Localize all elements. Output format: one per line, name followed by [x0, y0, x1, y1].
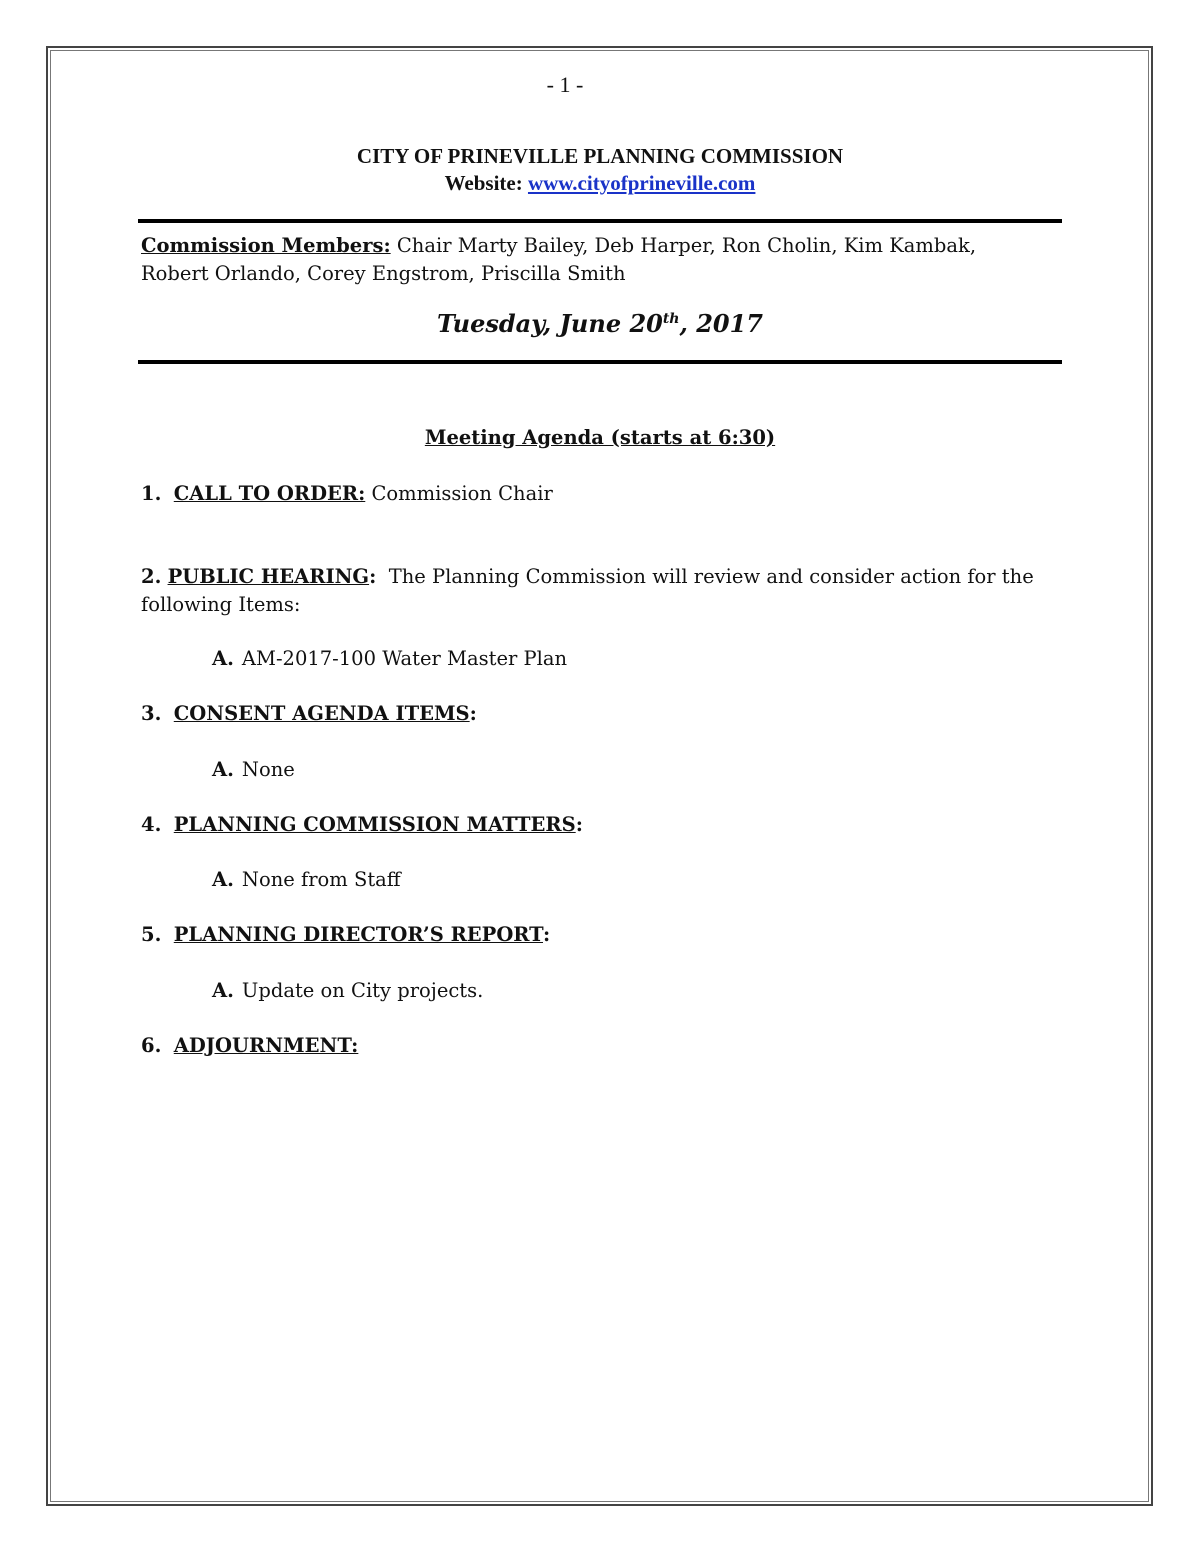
item-colon: :: [469, 702, 477, 725]
top-rule: [138, 219, 1062, 223]
bottom-rule: [138, 360, 1062, 364]
agenda-title: Meeting Agenda (starts at 6:30): [424, 426, 776, 449]
members-names: Chair Marty Bailey, Deb Harper, Ron Cholin, Kim Kambak, Robert Orlando, Corey Engstrom, Priscilla Smith: [141, 234, 977, 285]
date-suffix: th: [662, 311, 680, 327]
subitem-text: Update on City projects.: [241, 979, 484, 1002]
item-text: Commission Chair: [371, 482, 553, 505]
organization-title: CITY OF PRINEVILLE PLANNING COMMISSION: [356, 144, 844, 168]
agenda-item-consent-agenda: [141, 702, 477, 725]
item-number: 3.: [141, 702, 162, 725]
item-heading: PLANNING COMMISSION MATTERS: [173, 813, 576, 836]
subitem-letter: A.: [212, 647, 234, 670]
item-heading: PLANNING DIRECTOR’S REPORT: [173, 923, 543, 946]
agenda-item-call-to-order: [141, 482, 553, 505]
subitem-letter: A.: [212, 979, 234, 1002]
subitem-text: None: [241, 758, 295, 781]
agenda-item-public-hearing: [141, 563, 1041, 619]
subitem-text: None from Staff: [241, 868, 401, 891]
item-heading: CALL TO ORDER:: [173, 482, 366, 505]
page-number: - 1 -: [546, 72, 584, 97]
item-colon: :: [575, 813, 583, 836]
members-label: Commission Members:: [141, 234, 391, 257]
agenda-subitem: [212, 868, 401, 891]
meeting-date: [0, 309, 1200, 338]
item-number: 4.: [141, 813, 162, 836]
agenda-item-commission-matters: [141, 813, 583, 836]
agenda-subitem: [212, 758, 295, 781]
agenda-item-adjournment: [141, 1034, 358, 1057]
date-prefix: Tuesday, June 20: [436, 309, 663, 338]
subitem-text: AM-2017-100 Water Master Plan: [241, 647, 568, 670]
date-year: , 2017: [679, 309, 764, 338]
item-heading: ADJOURNMENT:: [173, 1034, 359, 1057]
subitem-letter: A.: [212, 868, 234, 891]
item-heading: PUBLIC HEARING: [167, 565, 370, 588]
subitem-letter: A.: [212, 758, 234, 781]
item-heading: CONSENT AGENDA ITEMS: [173, 702, 470, 725]
item-colon: :: [369, 565, 377, 588]
website-line: [0, 171, 1200, 196]
item-colon: :: [543, 923, 551, 946]
item-number: 6.: [141, 1034, 162, 1057]
agenda-item-directors-report: [141, 923, 550, 946]
agenda-subitem: [212, 647, 567, 670]
item-number: 2.: [141, 565, 162, 588]
item-number: 5.: [141, 923, 162, 946]
commission-members: [141, 232, 1041, 288]
agenda-subitem: [212, 979, 483, 1002]
item-number: 1.: [141, 482, 162, 505]
website-link[interactable]: www.cityofprineville.com: [527, 171, 756, 195]
item-text: The Planning Commission will review and consider action for the following Items:: [141, 565, 1034, 616]
website-label: Website:: [444, 171, 523, 195]
